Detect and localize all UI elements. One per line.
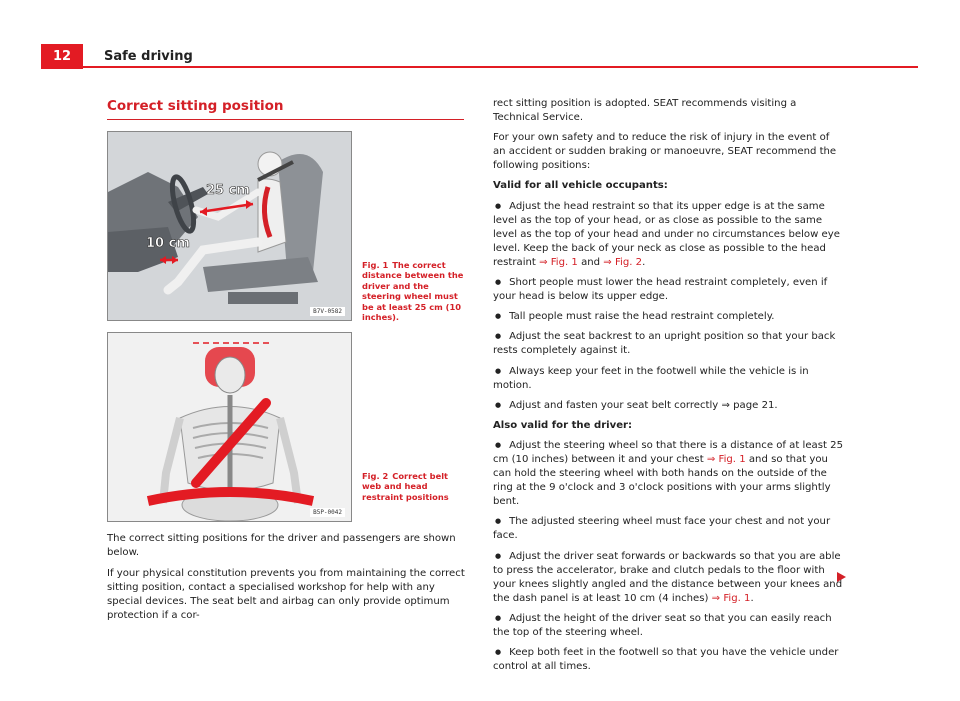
page-number: 12 [41,44,83,69]
text: Adjust the head restraint so that its upper edge is at the same level as the top of your head, or as close as possible to the same level as the top of your head and under no circumstances below eye level. Keep the back of your neck as close as possible to the head restraint [493,200,840,268]
fig-2-link[interactable]: ⇒ Fig. 2 [603,256,643,268]
text: . [750,592,754,604]
chapter-title: Safe driving [104,49,193,64]
paragraph: For your own safety and to reduce the risk of injury in the event of an accident or sudden braking or manoeuvre, SEAT recommend the following positions: [493,132,837,172]
list-item: ● Adjust the seat backrest to an upright position so that your back rests completely against it. [493,330,845,358]
section-rule [107,119,464,120]
list-item [493,200,845,270]
figure-2-label: Fig. 2 [362,471,389,481]
distance-label-10cm: 10 cm [146,236,190,251]
text: Adjust the steering wheel so that there is a distance of at least 25 cm (10 inches) between it and your chest [493,439,843,465]
paragraph: The correct sitting positions for the driver and passengers are shown below. [107,533,456,559]
occupants-heading: Valid for all vehicle occupants: [493,180,668,192]
list-item: ● Keep both feet in the footwell so that you have the vehicle under control at all times. [493,646,845,674]
figure-2-caption-text: Correct belt web and head restraint positions [362,471,449,502]
list-item [493,439,845,509]
figure-code: B7V-0582 [310,307,345,316]
list-item: ● Adjust the height of the driver seat so that you can easily reach the top of the steering wheel. [493,612,845,640]
figure-1-caption-text: The correct distance between the driver and the steering wheel must be at least 25 cm (10 inches). [362,260,464,323]
text: Adjust the driver seat forwards or backwards so that you are able to press the accelerator, brake and clutch pedals to the floor with your knees slightly angled and the distance between your knees and the dash panel is at least 10 cm (4 inches) [493,550,843,604]
text: . [642,256,646,268]
continue-arrow-icon [837,572,846,582]
header-rule [83,66,918,68]
paragraph: rect sitting position is adopted. SEAT recommends visiting a Technical Service. [493,98,797,124]
paragraph: If your physical constitution prevents you from maintaining the correct sitting position, contact a specialised workshop for help with any special devices. The seat belt and airbag can only provide optimum protection if a cor- [107,568,465,622]
list-item: ● Always keep your feet in the footwell while the vehicle is in motion. [493,365,845,393]
list-item: ● Tall people must raise the head restraint completely. [493,310,845,324]
figure-2-caption [362,471,466,502]
left-body-text [107,532,467,631]
figure-1-illustration [107,131,352,321]
list-item: ● Short people must lower the head restraint completely, even if your head is below its upper edge. [493,276,845,304]
figure-1-caption [362,260,466,322]
fig-1-link[interactable]: ⇒ Fig. 1 [539,256,578,268]
belt-headrest-illustration [108,333,351,521]
figure-1-label: Fig. 1 [362,260,389,270]
right-body-text [493,97,845,680]
list-item [493,550,845,606]
list-item: ● The adjusted steering wheel must face your chest and not your face. [493,515,845,543]
distance-label-25cm: 25 cm [206,183,250,198]
driver-heading: Also valid for the driver: [493,419,633,431]
figure-2-illustration [107,332,352,522]
section-title: Correct sitting position [107,98,284,114]
text: and so that you can hold the steering wheel with both hands on the outside of the ring at the 9 o'clock and 3 o'clock positions with your arms slightly bent. [493,453,831,508]
fig-1-link[interactable]: ⇒ Fig. 1 [711,592,751,604]
text: and [577,256,604,268]
figure-code: B5P-0042 [310,508,345,517]
fig-1-link[interactable]: ⇒ Fig. 1 [706,453,746,465]
list-item: ● Adjust and fasten your seat belt correctly ⇒ page 21. [493,399,845,413]
driver-seating-illustration [108,132,351,320]
